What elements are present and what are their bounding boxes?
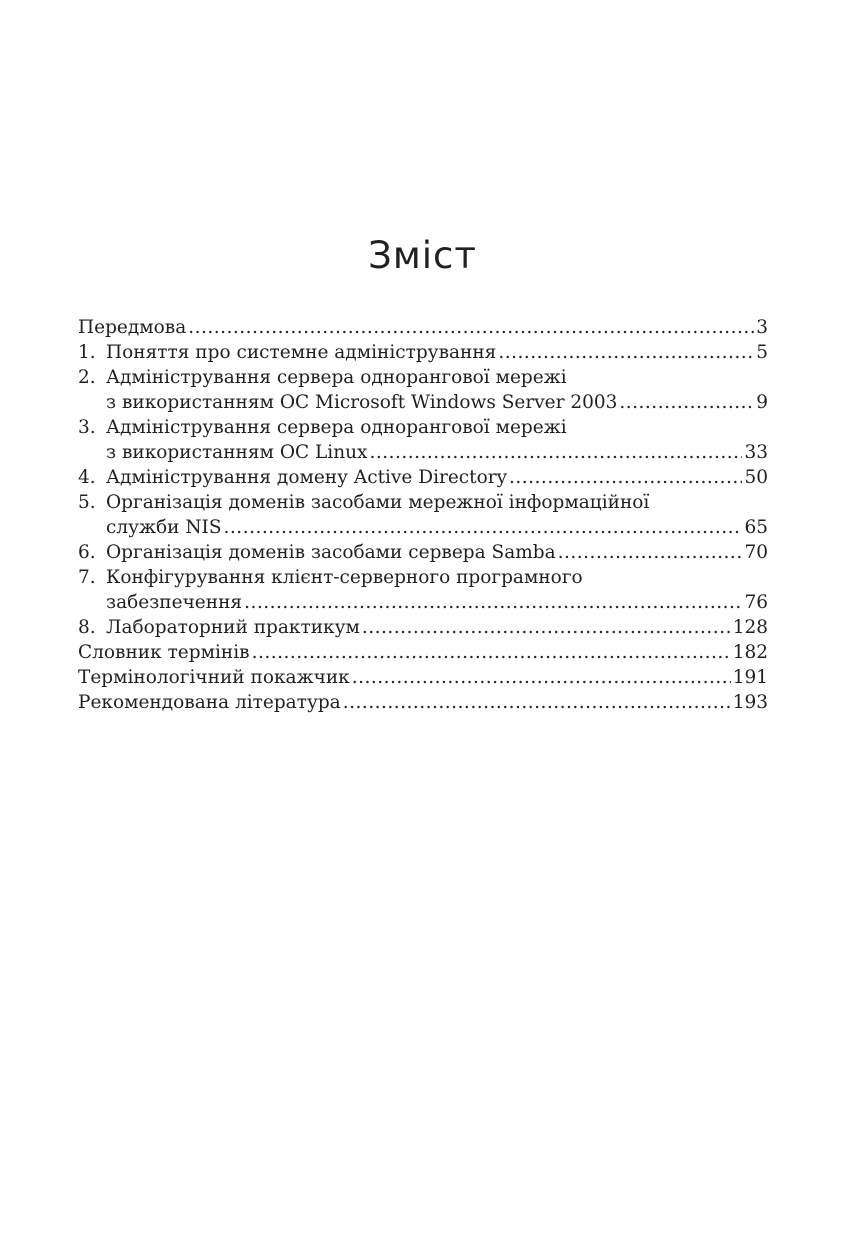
toc-chapter-number: 8. xyxy=(78,617,96,638)
dot-leader xyxy=(558,540,743,565)
toc-entry-title-continued: з використанням ОС Linux xyxy=(106,442,368,463)
toc-entry-title: Словник термінів xyxy=(78,642,250,663)
toc-entry-title: Поняття про системне адміністрування xyxy=(106,342,497,363)
toc-page-number: 3 xyxy=(756,317,768,338)
toc-chapter-number: 6. xyxy=(78,542,96,563)
dot-leader xyxy=(362,615,731,640)
dot-leader xyxy=(498,340,754,365)
toc-entry-title: Передмова xyxy=(78,317,187,338)
toc-entry-title: Лабораторний практикум xyxy=(106,617,360,638)
toc-entry-title: Організація доменів засобами сервера Samba xyxy=(106,542,556,563)
toc-page-number: 193 xyxy=(732,692,768,713)
toc-entry-chapter-7-line-1[interactable] xyxy=(78,565,768,590)
toc-entry-title: Адміністрування домену Active Directory xyxy=(106,467,508,488)
toc-entry-title: Термінологічний покажчик xyxy=(78,667,350,688)
toc-entry-title-continued: забезпечення xyxy=(106,592,243,613)
toc-chapter-number: 4. xyxy=(78,467,96,488)
toc-entry-glossary[interactable] xyxy=(78,640,768,665)
toc-entry-title-continued: служби NIS xyxy=(106,517,222,538)
toc-entry-chapter-1[interactable] xyxy=(78,340,768,365)
toc-entry-chapter-6[interactable] xyxy=(78,540,768,565)
toc-entry-chapter-2-line-2[interactable] xyxy=(78,390,768,415)
toc-entry-title: Організація доменів засобами мережної інформаційної xyxy=(106,492,650,513)
dot-leader xyxy=(619,390,754,415)
toc-entry-chapter-3-line-1[interactable] xyxy=(78,415,768,440)
toc-entry-chapter-7-line-2[interactable] xyxy=(78,590,768,615)
toc-entry-chapter-5-line-1[interactable] xyxy=(78,490,768,515)
toc-page-number: 182 xyxy=(732,642,768,663)
table-of-contents xyxy=(78,315,768,715)
dot-leader xyxy=(244,590,742,615)
toc-chapter-number: 7. xyxy=(78,567,96,588)
toc-entry-references[interactable] xyxy=(78,690,768,715)
page-title: Зміст xyxy=(368,234,477,277)
toc-entry-chapter-5-line-2[interactable] xyxy=(78,515,768,540)
toc-page-number: 65 xyxy=(744,517,768,538)
toc-entry-chapter-2-line-1[interactable] xyxy=(78,365,768,390)
dot-leader xyxy=(509,465,742,490)
dot-leader xyxy=(369,440,742,465)
toc-chapter-number: 2. xyxy=(78,367,96,388)
toc-entry-title: Адміністрування сервера однорангової мережі xyxy=(106,417,567,438)
toc-entry-preface[interactable] xyxy=(78,315,768,340)
toc-entry-title: Адміністрування сервера однорангової мережі xyxy=(106,367,567,388)
dot-leader xyxy=(352,665,731,690)
toc-entry-chapter-8[interactable] xyxy=(78,615,768,640)
toc-page-number: 76 xyxy=(744,592,768,613)
dot-leader xyxy=(188,315,754,340)
dot-leader xyxy=(224,515,743,540)
toc-chapter-number: 5. xyxy=(78,492,96,513)
toc-entry-title: Рекомендована література xyxy=(78,692,341,713)
toc-page-number: 191 xyxy=(732,667,768,688)
toc-entry-title: Конфігурування клієнт-серверного програмного xyxy=(106,567,583,588)
toc-page-number: 5 xyxy=(756,342,768,363)
toc-page-number: 128 xyxy=(732,617,768,638)
toc-chapter-number: 1. xyxy=(78,342,96,363)
toc-entry-chapter-4[interactable] xyxy=(78,465,768,490)
toc-entry-title-continued: з використанням ОС Microsoft Windows Server 2003 xyxy=(106,392,618,413)
toc-page-number: 70 xyxy=(744,542,768,563)
dot-leader xyxy=(343,690,731,715)
toc-page-number: 50 xyxy=(744,467,768,488)
toc-entry-index[interactable] xyxy=(78,665,768,690)
toc-entry-chapter-3-line-2[interactable] xyxy=(78,440,768,465)
toc-page-number: 9 xyxy=(756,392,768,413)
toc-chapter-number: 3. xyxy=(78,417,96,438)
dot-leader xyxy=(252,640,731,665)
toc-page-number: 33 xyxy=(744,442,768,463)
